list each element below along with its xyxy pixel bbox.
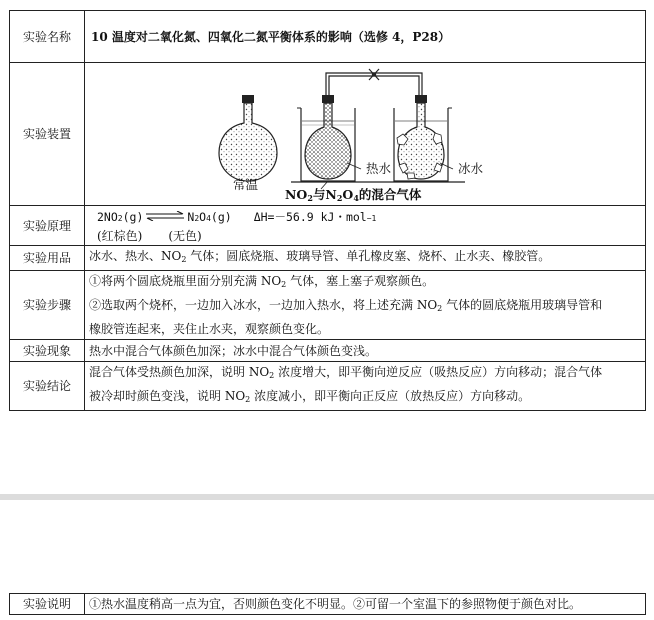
clip-icon xyxy=(369,69,379,80)
label-name: 实验名称 xyxy=(10,11,85,63)
row-apparatus xyxy=(10,63,646,206)
row-phenomenon xyxy=(10,340,646,362)
label-room-temp: 常温 xyxy=(233,177,259,192)
step1-pre: ①将两个圆底烧瓶里面分别充满 NO xyxy=(89,274,282,288)
enthalpy-unit-sup: −1 xyxy=(366,213,377,223)
steps-cell xyxy=(85,271,646,340)
reactant-state: (g) xyxy=(122,209,144,224)
apparatus-cell xyxy=(85,63,646,206)
conclusion2-pre: 被冷却时颜色变浅，说明 NO xyxy=(89,389,246,403)
equilibrium-arrow-icon xyxy=(145,211,185,221)
color-reactant: (红棕色) xyxy=(97,228,143,243)
reaction-equation xyxy=(89,207,641,226)
product-text-b: O xyxy=(199,209,207,224)
label-apparatus: 实验装置 xyxy=(10,63,85,206)
row-steps xyxy=(10,271,646,340)
gas-text-a: NO xyxy=(285,187,308,202)
row-materials xyxy=(10,246,646,271)
label-principle: 实验原理 xyxy=(10,206,85,246)
gas-sub-b: 2 xyxy=(336,193,343,203)
label-materials: 实验用品 xyxy=(10,246,85,271)
label-ice-water: 冰水 xyxy=(458,161,484,176)
room-temp-flask xyxy=(219,95,277,181)
materials-pre: 冰水、热水、NO xyxy=(89,249,182,263)
ice-water-beaker xyxy=(394,95,452,181)
step-2-line-2: 橡胶管连起来，夹住止水夹，观察颜色变化。 xyxy=(89,322,330,336)
gas-text-c: O xyxy=(342,187,354,202)
note-table xyxy=(9,593,646,615)
step1-post: 气体，塞上塞子观察颜色。 xyxy=(286,274,435,288)
reactant-text: 2NO xyxy=(97,209,118,224)
conclusion-cell xyxy=(85,362,646,411)
row-name xyxy=(10,11,646,63)
conclusion-line-2 xyxy=(89,386,641,410)
product-state: (g) xyxy=(210,209,232,224)
conclusion1-pre: 混合气体受热颜色加深，说明 NO xyxy=(89,365,270,379)
enthalpy-change: ΔH=－56.9 kJ・mol xyxy=(253,209,367,224)
experiment-table xyxy=(9,10,646,411)
apparatus-diagram xyxy=(85,63,644,205)
product-sub-a: 2 xyxy=(194,213,200,223)
label-note: 实验说明 xyxy=(10,594,85,615)
product-text-a: N xyxy=(187,209,195,224)
color-labels xyxy=(89,226,641,245)
conclusion1-sub: 2 xyxy=(269,371,275,380)
step2-sub: 2 xyxy=(437,304,443,313)
step-1 xyxy=(89,271,641,295)
label-conclusion: 实验结论 xyxy=(10,362,85,411)
conclusion2-post: 浓度减小，即平衡向正反应（放热反应）方向移动。 xyxy=(250,389,531,403)
gas-text-b: 与N xyxy=(312,187,337,202)
step2-pre: ②选取两个烧杯，一边加入冰水，一边加入热水，将上述充满 NO xyxy=(89,298,438,312)
conclusion2-sub: 2 xyxy=(245,395,251,404)
label-steps: 实验步骤 xyxy=(10,271,85,340)
reactant-sub: 2 xyxy=(117,213,123,223)
step1-sub: 2 xyxy=(281,280,287,289)
label-gas-mixture xyxy=(285,185,421,208)
materials-text xyxy=(85,246,646,271)
row-principle xyxy=(10,206,646,246)
conclusion-line-1 xyxy=(89,362,641,386)
materials-sub: 2 xyxy=(181,255,187,264)
note-text: ①热水温度稍高一点为宜，否则颜色变化不明显。②可留一个室温下的参照物便于颜色对比。 xyxy=(85,594,646,615)
step2-post: 气体的圆底烧瓶用玻璃导管和 xyxy=(442,298,603,312)
page-break-divider xyxy=(0,494,654,500)
row-note xyxy=(10,594,646,615)
principle-cell xyxy=(85,206,646,246)
experiment-title: 10 温度对二氧化氮、四氧化二氮平衡体系的影响（选修 4，P28） xyxy=(85,11,646,63)
gas-sub-a: 2 xyxy=(307,193,313,203)
phenomenon-text: 热水中混合气体颜色加深；冰水中混合气体颜色变浅。 xyxy=(85,340,646,362)
conclusion1-post: 浓度增大，即平衡向逆反应（吸热反应）方向移动；混合气体 xyxy=(274,365,603,379)
materials-post: 气体；圆底烧瓶、玻璃导管、单孔橡皮塞、烧杯、止水夹、橡胶管。 xyxy=(186,249,551,263)
label-phenomenon: 实验现象 xyxy=(10,340,85,362)
gas-sub-c: 4 xyxy=(353,193,359,203)
label-hot-water: 热水 xyxy=(366,161,392,176)
step-2 xyxy=(89,295,641,319)
product-sub-b: 4 xyxy=(206,213,211,223)
gas-text-d: 的混合气体 xyxy=(358,187,422,202)
row-conclusion xyxy=(10,362,646,411)
hot-water-beaker xyxy=(297,95,355,181)
color-product: (无色) xyxy=(168,228,202,243)
